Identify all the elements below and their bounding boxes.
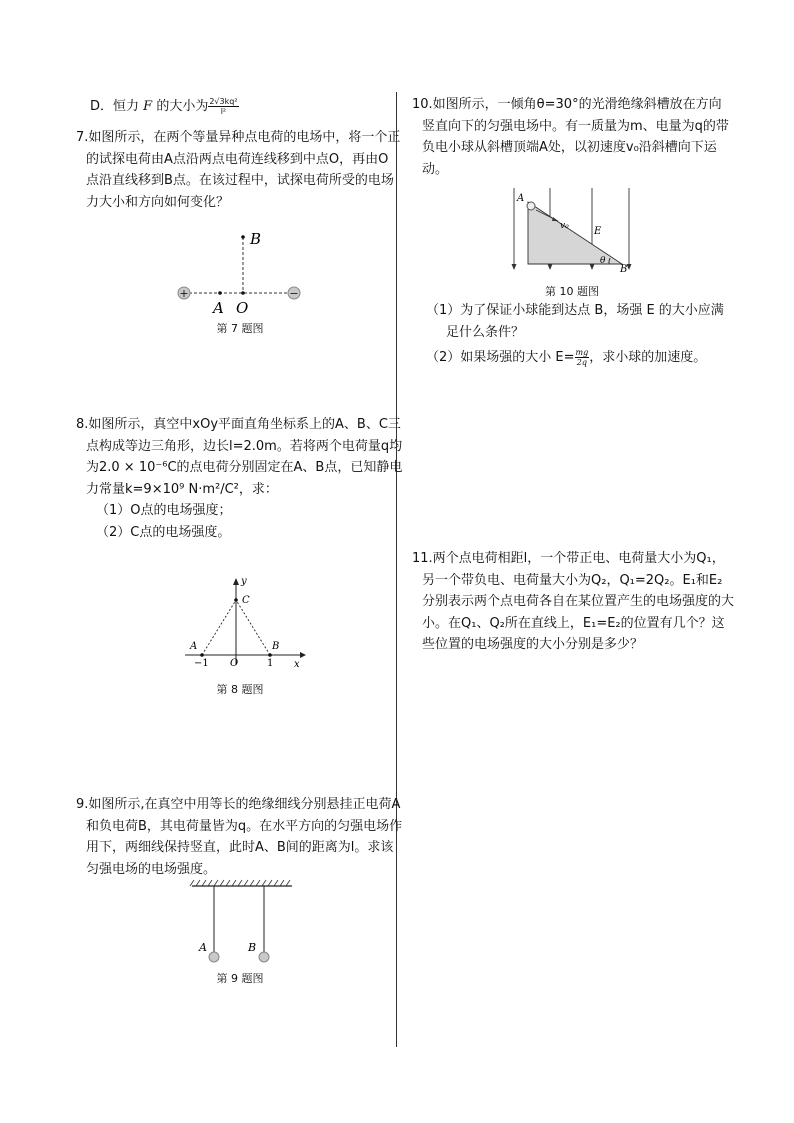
question-9: 9.如图所示,在真空中用等长的绝缘细线分别悬挂正电荷A和负电荷B，其电荷量皆为q。在水平方向的匀强电场作用下，两细线保持竖直，此时A、B间的距离为l。求该匀强电场的电场强度。 (76, 797, 403, 877)
q6-option-d: D．恒力 F 的大小为 $\frac{\text{2√3kq²}}{\text{l²}}$ (90, 97, 238, 116)
q7-caption: 第 7 题图 (216, 322, 264, 335)
point-a-dot (218, 291, 222, 295)
minus-sign: − (289, 287, 299, 300)
label-b: B (620, 264, 628, 275)
q9-figure (190, 880, 300, 965)
question-11: 11.两个点电荷相距l，一个带正电、电荷量大小为Q₁，另一个带负电、电荷量大小为Q₂，Q₁=2Q₂。E₁和E₂分别表示两个点电荷各自在某位置产生的电场强度的大小。在Q₁、Q₂所在直线上，E₁=E₂的位置有几个？这些位置的电场强度的大小分别是多少？ (412, 551, 735, 652)
incline (528, 202, 622, 264)
label-a: A (199, 941, 207, 954)
label-theta: θ (600, 256, 606, 266)
q8-sub-2: （2）C点的电场强度。 (96, 524, 231, 540)
plus-sign: + (179, 287, 189, 300)
label-y: y (241, 576, 247, 587)
tick-1: 1 (267, 658, 274, 669)
label-x: x (294, 659, 300, 670)
label-v0: v₀ (560, 221, 569, 231)
field-arrows (512, 264, 632, 270)
point-b-dot (241, 235, 245, 239)
q9-caption: 第 9 题图 (216, 972, 264, 985)
label-e: E (594, 226, 602, 237)
label-a: A (213, 299, 224, 317)
q10-subquestions (426, 300, 724, 369)
point-b-dot (268, 653, 272, 657)
tick-neg1: −1 (194, 658, 209, 669)
label-b: B (250, 230, 262, 248)
label-b: B (272, 641, 280, 652)
question-7: 7.如图所示，在两个等量异种点电荷的电场中，将一个正的试探电荷由A点沿两点电荷连线移到中点O，再由O 点沿直线移到B点。在该过程中，试探电荷所受的电场力大小和方向如何变化？ (76, 130, 401, 210)
question-10: 10.如图所示，一倾角θ=30°的光滑绝缘斜槽放在方向竖直向下的匀强电场中。有一质量为m、电量为q的带负电小球从斜槽顶端A处，以初速度v₀沿斜槽向下运动。 (412, 97, 729, 177)
column-divider (396, 92, 397, 1047)
label-a: A (517, 193, 525, 204)
q10-sub-2: （2）如果场强的大小 E= $\frac{mg}{2q}$ ，求小球的加速度。 (426, 348, 707, 367)
label-b: B (248, 941, 257, 954)
q8-caption: 第 8 题图 (216, 683, 264, 696)
q8-sub-1: （1）O点的电场强度； (96, 503, 232, 518)
q7-figure (170, 225, 310, 320)
q10-caption: 第 10 题图 (545, 285, 599, 298)
e-fraction: $\frac{mg}{2q}$ (575, 348, 589, 367)
point-a-dot (200, 653, 204, 657)
ball-b (259, 952, 269, 962)
label-a: A (190, 641, 198, 652)
q8-figure (180, 575, 310, 675)
x-axis-arrow (300, 652, 306, 658)
q8-text: 8.如图所示，真空中xOy平面直角坐标系上的A、B、C三点构成等边三角形，边长l=2.0m。若将两个电荷量q均为2.0 × 10⁻⁶C的点电荷分别固定在A、B点，已知静电力常量k=9×10⁹ N·m²/C²，求： (76, 417, 403, 497)
label-c: C (242, 595, 250, 606)
ceiling-hatching (190, 880, 290, 886)
point-c-dot (234, 598, 238, 602)
q10-figure (510, 188, 635, 278)
ball (527, 202, 535, 210)
ball-a (209, 952, 219, 962)
force-fraction: $\frac{\text{2√3kq²}}{\text{l²}}$ (209, 97, 238, 116)
side-bc (236, 600, 270, 655)
question-8 (76, 414, 404, 543)
q10-sub-1: （1）为了保证小球能到达点 B，场强 E 的大小应满足什么条件？ (426, 303, 724, 340)
point-o-dot (241, 291, 245, 295)
y-axis-arrow (233, 578, 239, 585)
label-o: O (230, 658, 239, 669)
label-o: O (236, 299, 249, 317)
velocity-arrowhead (552, 217, 558, 221)
side-ac (202, 600, 236, 655)
